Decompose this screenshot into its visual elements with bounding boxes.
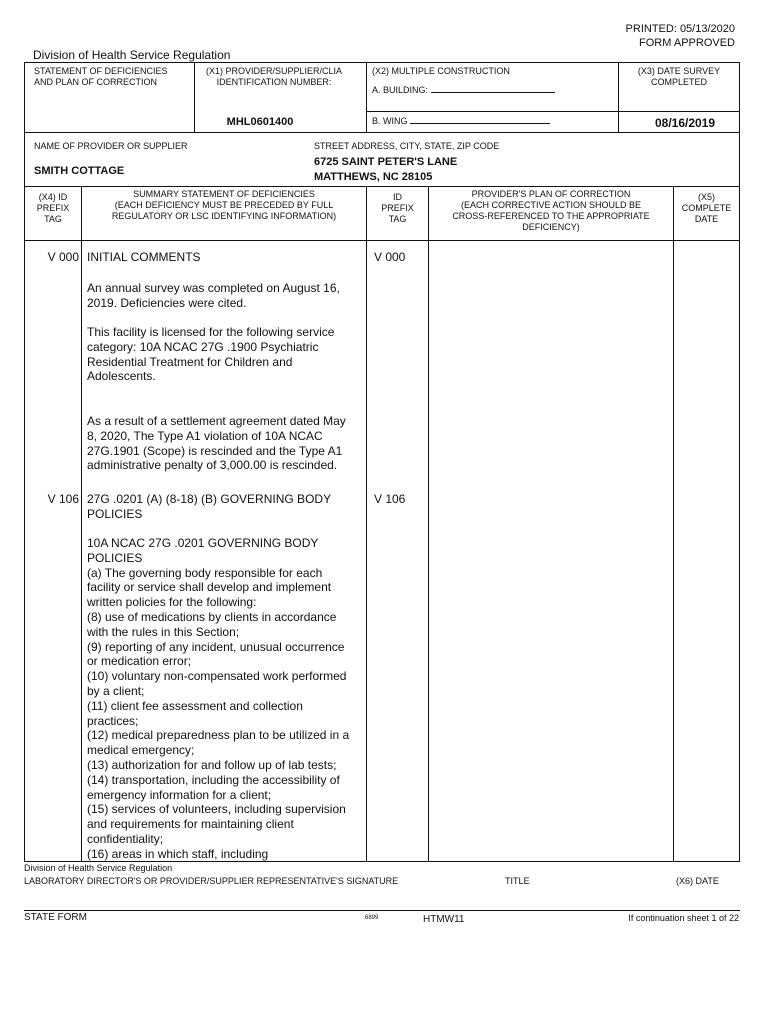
survey-date: 08/16/2019 xyxy=(654,116,716,130)
state-form: STATE FORM xyxy=(24,912,87,923)
x3-label: (X3) DATE SURVEY COMPLETED xyxy=(637,66,721,87)
agency-title: Division of Health Service Regulation xyxy=(33,48,231,62)
entry-paragraph: As a result of a settlement agreement dated May 8, 2020, The Type A1 violation of 10A NCAC 27G.1901 (Scope) is rescinded and the Type A1 administrative penalty of 3,000.00 is rescinded. xyxy=(87,414,346,473)
id-tag: V 000 xyxy=(374,250,406,264)
address-line1: 6725 SAINT PETER'S LANE xyxy=(314,156,458,168)
form-approved: FORM APPROVED xyxy=(639,37,735,49)
col-summary-header: SUMMARY STATEMENT OF DEFICIENCIES (EACH DEFICIENCY MUST BE PRECEDED BY FULL REGULATORY OR LSC IDENTIFYING INFORMATION) xyxy=(111,189,337,221)
x2-label: (X2) MULTIPLE CONSTRUCTION xyxy=(372,66,510,76)
continuation-sheet: If continuation sheet 1 of 22 xyxy=(628,913,739,923)
col-id-header: ID PREFIX TAG xyxy=(381,192,414,224)
provider-name-label: NAME OF PROVIDER OR SUPPLIER xyxy=(34,141,188,151)
form-number: 6899 xyxy=(365,915,379,921)
entry-paragraph: This facility is licensed for the following service category: 10A NCAC 27G .1900 Psychiatric Residential Treatment for Children and Adolescents. xyxy=(87,325,335,384)
signature-label: LABORATORY DIRECTOR'S OR PROVIDER/SUPPLIER REPRESENTATIVE'S SIGNATURE xyxy=(24,876,399,886)
address-label: STREET ADDRESS, CITY, STATE, ZIP CODE xyxy=(314,141,500,151)
title-label: TITLE xyxy=(505,876,530,886)
x1-label: (X1) PROVIDER/SUPPLIER/CLIA IDENTIFICATION NUMBER: xyxy=(205,66,343,87)
entry-paragraph: An annual survey was completed on August 16, 2019. Deficiencies were cited. xyxy=(87,281,340,310)
id-tag: V 106 xyxy=(374,492,406,506)
col-x5-header: (X5) COMPLETE DATE xyxy=(681,192,732,224)
col-plan-header: PROVIDER'S PLAN OF CORRECTION (EACH CORRECTIVE ACTION SHOULD BE CROSS-REFERENCED TO THE APPROPRIATE DEFICIENCY) xyxy=(452,189,650,232)
wing-label: B. WING xyxy=(372,114,550,127)
x4-tag: V 000 xyxy=(47,250,79,264)
entry-title: 27G .0201 (A) (8-18) (B) GOVERNING BODY POLICIES xyxy=(87,492,332,521)
provider-id: MHL0601400 xyxy=(226,116,294,128)
x4-tag: V 106 xyxy=(47,492,79,506)
footer-agency: Division of Health Service Regulation xyxy=(24,863,173,873)
building-label: A. BUILDING: xyxy=(372,83,555,96)
entry-paragraph: 10A NCAC 27G .0201 GOVERNING BODY POLICIES (a) The governing body responsible for each facility or service shall develop and implement written policies for the following: (8) use of medications by clients in accordance with the rules in this Section; (9) reporting of any incident, unusual occurrence or medication error; (10) voluntary non-compensated work performed by a client; (11) client fee assessment and collection practices; (12) medical preparedness plan to be utilized in a medical emergency; (13) authorization for and follow up of lab tests; (14) transportation, including the accessibility of emergency information for a client; (15) services of volunteers, including supervision and requirements for maintaining client confidentiality; (16) areas in which staff, including xyxy=(87,536,350,861)
date-label: (X6) DATE xyxy=(676,876,719,886)
statement-label: STATEMENT OF DEFICIENCIES AND PLAN OF CORRECTION xyxy=(34,66,168,87)
event-id: HTMW11 xyxy=(423,914,465,925)
printed-date: PRINTED: 05/13/2020 xyxy=(625,23,735,35)
provider-name: SMITH COTTAGE xyxy=(34,165,125,177)
entry-title: INITIAL COMMENTS xyxy=(87,250,201,264)
col-x4-header: (X4) ID PREFIX TAG xyxy=(36,192,70,224)
address-line2: MATTHEWS, NC 28105 xyxy=(314,171,433,183)
